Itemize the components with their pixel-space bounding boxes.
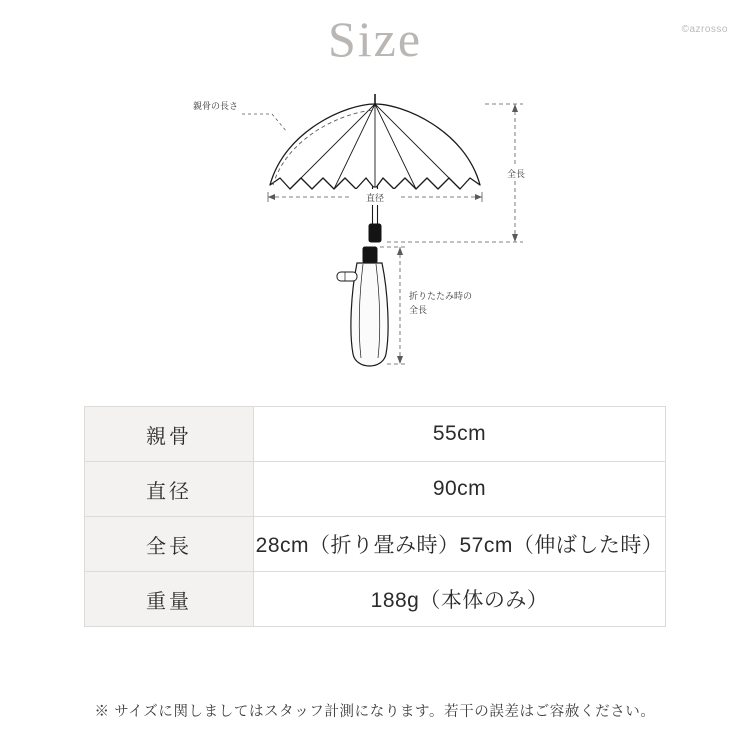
spec-value: 55cm xyxy=(254,407,666,462)
copyright-credit: ©azrosso xyxy=(681,24,728,35)
label-diameter: 直径 xyxy=(365,193,385,203)
page-title: Size xyxy=(327,11,423,67)
label-rib-length: 親骨の長さ xyxy=(192,101,238,111)
umbrella-diagram-svg xyxy=(135,92,615,392)
folded-umbrella-graphic xyxy=(337,247,388,366)
table-row xyxy=(85,517,666,572)
spec-value: 188g（本体のみ） xyxy=(254,572,666,627)
spec-label: 親骨 xyxy=(85,407,254,462)
open-umbrella-graphic xyxy=(270,94,480,242)
spec-value: 28cm（折り畳み時）57cm（伸ばした時） xyxy=(254,517,666,572)
table-row xyxy=(85,572,666,627)
table-row xyxy=(85,407,666,462)
spec-value: 90cm xyxy=(254,462,666,517)
table-row xyxy=(85,462,666,517)
label-total-length: 全長 xyxy=(506,169,526,179)
spec-label: 全長 xyxy=(85,517,254,572)
label-folded-length-line2: 全長 xyxy=(409,305,428,315)
spec-label: 重量 xyxy=(85,572,254,627)
spec-label: 直径 xyxy=(85,462,254,517)
measurement-disclaimer: ※ サイズに関しましてはスタッフ計測になります。若干の誤差はご容赦ください。 xyxy=(94,704,656,720)
label-folded-length-line1: 折りたたみ時の xyxy=(409,291,473,301)
diameter-measure xyxy=(268,189,482,205)
umbrella-size-diagram xyxy=(0,92,750,392)
folded-length-measure xyxy=(380,247,472,364)
size-spec-table xyxy=(84,406,666,627)
